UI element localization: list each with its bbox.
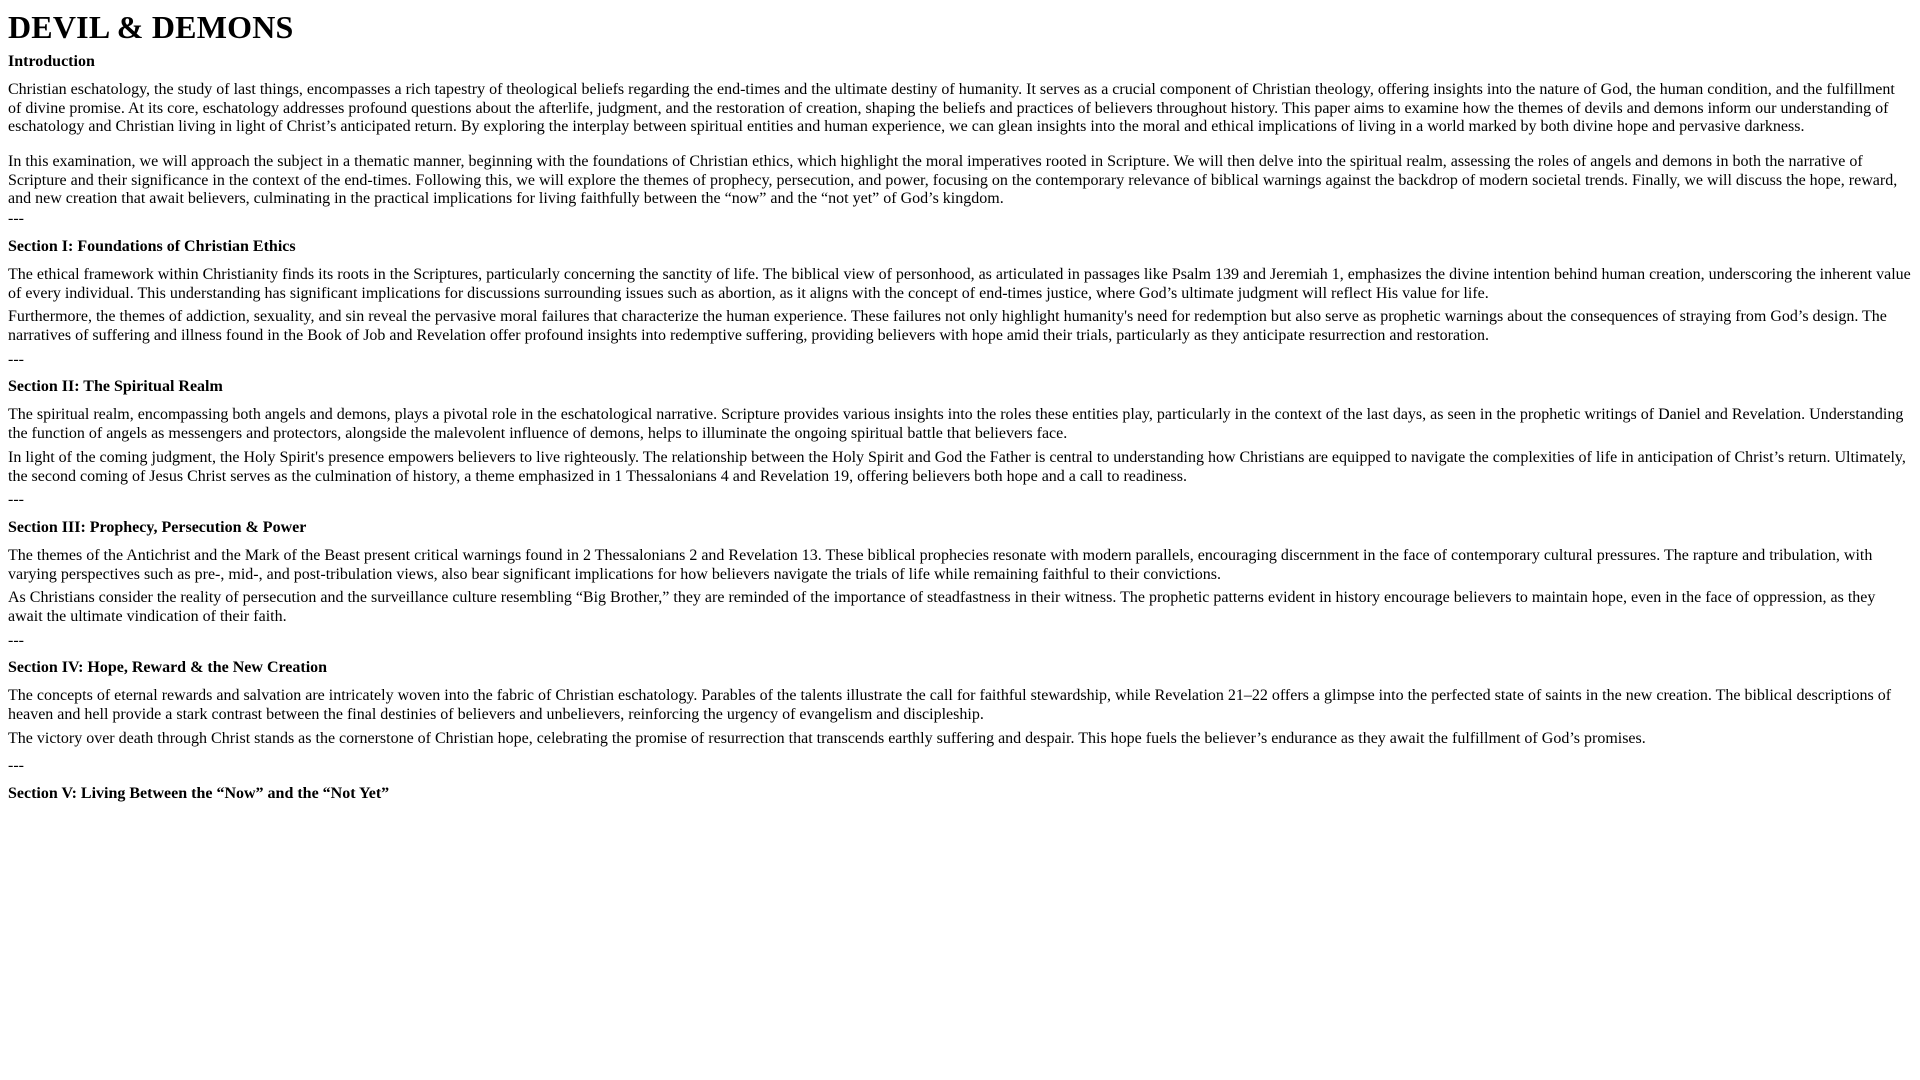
paragraph: The spiritual realm, encompassing both angels and demons, plays a pivotal role in the eschatological narrative. Scripture provides various insights into the roles these entities play, particularly in the context of the last days, as seen in the prophetic writings of Daniel and Revelation. Understanding the function of angels as messengers and protectors, alongside the malevolent influence of demons, helps to illuminate the ongoing spiritual battle that believers face. (8, 406, 1904, 442)
paragraph: In light of the coming judgment, the Holy Spirit's presence empowers believers to live righteously. The relationship between the Holy Spirit and God the Father is central to understanding how Christians are equipped to navigate the complexities of life in anticipation of Christ’s return. Ultimately, the second coming of Jesus Christ serves as the culmination of history, a theme emphasized in 1 Thessalonians 4 and Revelation 19, offering believers both hope and a call to readiness. (8, 449, 1906, 485)
section-separator: --- (8, 210, 24, 227)
paragraph: The ethical framework within Christianity finds its roots in the Scriptures, particularly concerning the sanctity of life. The biblical view of personhood, as articulated in passages like Psalm 139 and Jeremiah 1, emphasizes the divine intention behind human creation, underscoring the inherent value of every individual. This understanding has significant implications for discussions surrounding issues such as abortion, as it aligns with the concept of end-times justice, where God’s ultimate judgment will reflect His value for life. (8, 266, 1911, 302)
document-title: DEVIL & DEMONS (8, 9, 294, 45)
section-heading-hope: Section IV: Hope, Reward & the New Creation (8, 659, 328, 676)
paragraph: Christian eschatology, the study of last things, encompasses a rich tapestry of theological beliefs regarding the end-times and the ultimate destiny of humanity. It serves as a crucial component of Christian theology, offering insights into the nature of God, the human condition, and the fulfillment of divine promise. At its core, eschatology addresses profound questions about the afterlife, judgment, and the restoration of creation, shaping the beliefs and practices of believers throughout history. This paper aims to examine how the themes of devils and demons inform our understanding of eschatology and Christian living in light of Christ’s anticipated return. By exploring the interplay between spiritual entities and human experience, we can glean insights into the moral and ethical implications of living in a world marked by both divine hope and pervasive darkness. (8, 81, 1895, 135)
section-separator: --- (8, 491, 24, 508)
paragraph: The concepts of eternal rewards and salvation are intricately woven into the fabric of Christian eschatology. Parables of the talents illustrate the call for faithful stewardship, while Revelation 21–22 offers a glimpse into the perfected state of saints in the new creation. The biblical descriptions of heaven and hell provide a stark contrast between the final destinies of believers and unbelievers, reinforcing the urgency of evangelism and discipleship. (8, 687, 1892, 723)
section-heading-living: Section V: Living Between the “Now” and the “Not Yet” (8, 785, 390, 802)
section-heading-foundations: Section I: Foundations of Christian Ethics (8, 238, 296, 255)
paragraph: As Christians consider the reality of persecution and the surveillance culture resembling “Big Brother,” they are reminded of the importance of steadfastness in their witness. The prophetic patterns evident in history encourage believers to maintain hope, even in the face of oppression, as they await the ultimate vindication of their faith. (8, 589, 1876, 625)
paragraph: The victory over death through Christ stands as the cornerstone of Christian hope, celebrating the promise of resurrection that transcends earthly suffering and despair. This hope fuels the believer’s endurance as they await the fulfillment of God’s promises. (8, 730, 1646, 747)
section-heading-prophecy: Section III: Prophecy, Persecution & Power (8, 519, 307, 536)
section-separator: --- (8, 351, 24, 368)
paragraph: Furthermore, the themes of addiction, sexuality, and sin reveal the pervasive moral failures that characterize the human experience. These failures not only highlight humanity's need for redemption but also serve as prophetic warnings about the consequences of straying from God’s design. The narratives of suffering and illness found in the Book of Job and Revelation offer profound insights into redemptive suffering, providing believers with hope amid their trials, particularly as they anticipate resurrection and restoration. (8, 308, 1887, 344)
paragraph: The themes of the Antichrist and the Mark of the Beast present critical warnings found in 2 Thessalonians 2 and Revelation 13. These biblical prophecies resonate with modern parallels, encouraging discernment in the face of contemporary cultural pressures. The rapture and tribulation, with varying perspectives such as pre-, mid-, and post-tribulation views, also bear significant implications for how believers navigate the trials of life while remaining faithful to their convictions. (8, 547, 1873, 583)
section-heading-introduction: Introduction (8, 53, 95, 70)
section-heading-spiritual-realm: Section II: The Spiritual Realm (8, 378, 223, 395)
section-separator: --- (8, 632, 24, 649)
document-page (8, 0, 1912, 802)
paragraph: In this examination, we will approach the subject in a thematic manner, beginning with the foundations of Christian ethics, which highlight the moral imperatives rooted in Scripture. We will then delve into the spiritual realm, assessing the roles of angels and demons in both the narrative of Scripture and their significance in the context of the end-times. Following this, we will explore the themes of prophecy, persecution, and power, focusing on the contemporary relevance of biblical warnings against the backdrop of modern societal trends. Finally, we will discuss the hope, reward, and new creation that await believers, culminating in the practical implications for living faithfully between the “now” and the “not yet” of God’s kingdom. (8, 153, 1898, 207)
section-separator: --- (8, 757, 24, 774)
